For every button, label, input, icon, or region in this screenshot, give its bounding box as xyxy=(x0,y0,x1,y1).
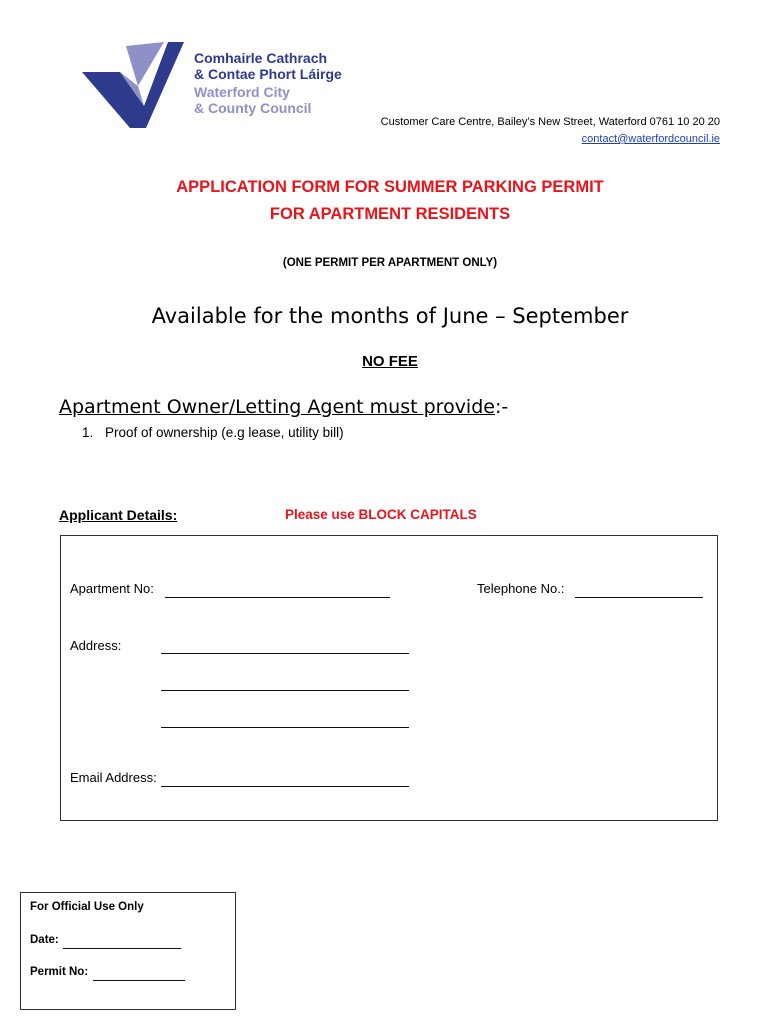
block-capitals-instruction: Please use BLOCK CAPITALS xyxy=(285,507,477,522)
telephone-field[interactable] xyxy=(575,597,703,598)
address-label: Address: xyxy=(70,638,122,653)
address-field-line3[interactable] xyxy=(161,727,409,728)
permit-note: (ONE PERMIT PER APARTMENT ONLY) xyxy=(282,257,498,269)
address-field-line2[interactable] xyxy=(161,690,409,691)
form-title-line1: APPLICATION FORM FOR SUMMER PARKING PERMIT xyxy=(176,178,604,196)
contact-email-link[interactable]: contact@waterfordcouncil.ie xyxy=(581,133,720,145)
list-item-number: 1. xyxy=(82,425,94,440)
apartment-number-field[interactable] xyxy=(165,597,390,598)
requirements-heading xyxy=(59,396,508,418)
list-item-text: Proof of ownership (e.g lease, utility bill) xyxy=(105,425,344,440)
official-use-title: For Official Use Only xyxy=(30,901,144,913)
official-permit-label: Permit No: xyxy=(30,966,89,978)
telephone-label: Telephone No.: xyxy=(477,581,565,596)
email-field[interactable] xyxy=(161,786,409,787)
availability-text: Available for the months of June – September xyxy=(151,304,629,328)
council-crest-icon xyxy=(80,42,192,132)
applicant-details-heading: Applicant Details: xyxy=(59,507,178,523)
official-use-box xyxy=(20,892,236,1010)
list-item xyxy=(82,425,344,440)
requirements-heading-text: Apartment Owner/Letting Agent must provide xyxy=(59,396,495,418)
address-field-line1[interactable] xyxy=(161,653,409,654)
email-label: Email Address: xyxy=(70,770,157,785)
logo-text-line1: Comhairle Cathrach xyxy=(194,50,328,66)
form-title-line2: FOR APARTMENT RESIDENTS xyxy=(269,205,511,223)
logo-text-line4: & County Council xyxy=(194,100,312,116)
apartment-number-label: Apartment No: xyxy=(70,581,154,596)
fee-text: NO FEE xyxy=(362,353,418,370)
council-logo xyxy=(80,42,370,132)
applicant-details-box xyxy=(60,535,718,821)
logo-text-line3: Waterford City xyxy=(194,84,290,100)
logo-text-line2: & Contae Phort Láirge xyxy=(194,66,342,82)
contact-address: Customer Care Centre, Bailey’s New Street, Waterford 0761 10 20 20 xyxy=(380,116,720,128)
official-date-field[interactable] xyxy=(63,948,181,949)
requirements-heading-suffix: :- xyxy=(494,396,509,418)
official-permit-field[interactable] xyxy=(93,980,185,981)
official-date-label: Date: xyxy=(30,934,59,946)
